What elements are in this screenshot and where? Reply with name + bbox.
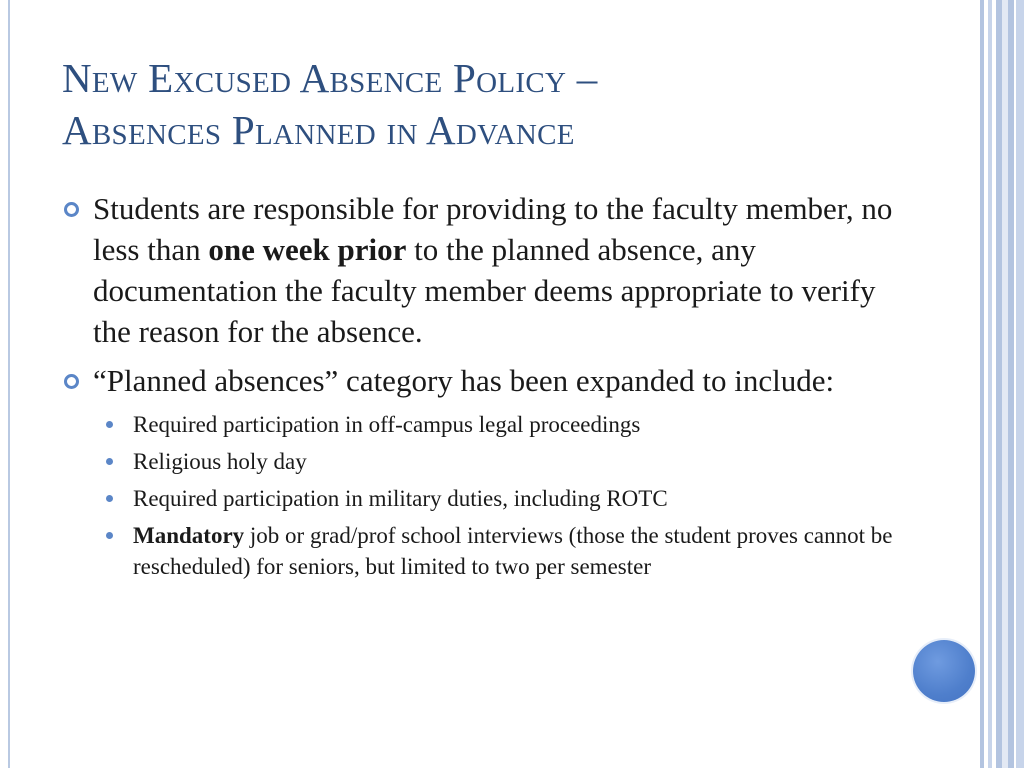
decorative-circle	[913, 640, 975, 702]
list-item	[93, 446, 912, 477]
ring-bullet-icon	[64, 374, 79, 389]
list-item	[93, 483, 912, 514]
dot-bullet-icon	[106, 458, 113, 465]
bullet-responsibility	[62, 188, 912, 352]
ring-bullet-icon	[64, 202, 79, 217]
slide-title-line-1: New Excused Absence Policy –	[62, 55, 598, 101]
bullet-responsibility-text-end: to the planned absence, any documentation the faculty member deems appropriate to verify the reason for the absence.	[93, 232, 876, 349]
list-item	[93, 409, 912, 440]
list-item-text: Required participation in military duties, including ROTC	[133, 486, 668, 511]
slide-title-line-2: Absences Planned in Advance	[62, 107, 575, 153]
dot-bullet-icon	[106, 495, 113, 502]
list-item	[93, 520, 912, 582]
list-item-text: job or grad/prof school interviews (those the student proves cannot be rescheduled) for seniors, but limited to two per semester	[133, 523, 893, 579]
list-item-text: Religious holy day	[133, 449, 307, 474]
bullet-responsibility-emphasis: one week prior	[208, 232, 407, 267]
bullet-planned-absences-text: “Planned absences” category has been expanded to include:	[93, 363, 835, 398]
planned-absence-list	[93, 409, 912, 582]
left-border-rule	[8, 0, 10, 768]
dot-bullet-icon	[106, 421, 113, 428]
bullet-planned-absences	[62, 360, 912, 401]
list-item-emphasis: Mandatory	[133, 523, 245, 548]
slide-title	[62, 52, 942, 156]
dot-bullet-icon	[106, 532, 113, 539]
bullet-responsibility-text-start: Students are responsible for providing to the faculty member, no less than	[93, 191, 893, 267]
list-item-text: Required participation in off-campus legal proceedings	[133, 412, 641, 437]
slide-body	[62, 188, 912, 588]
right-decorative-stripes	[978, 0, 1024, 768]
